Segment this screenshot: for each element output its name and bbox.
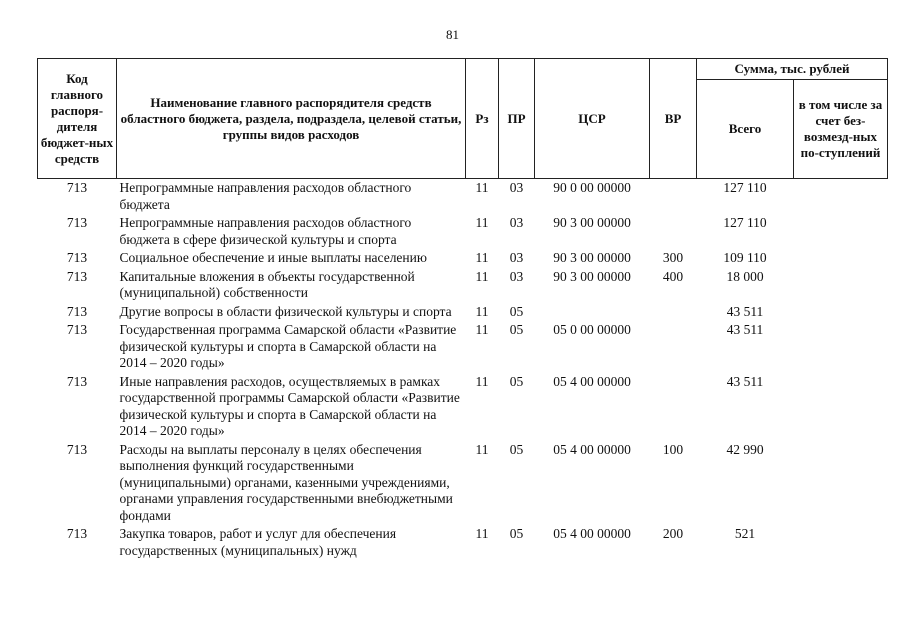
cell-name: Расходы на выплаты персоналу в целях обеспечения выполнения функций государственными (муниципальными) органами, казенными учреждениями, органами управления государственными внебюджетными фондами bbox=[119, 441, 453, 523]
cell-name: Социальное обеспечение и иные выплаты населению bbox=[119, 250, 427, 265]
cell-code: 713 bbox=[66, 268, 88, 284]
table-row bbox=[38, 321, 888, 373]
cell-incl bbox=[794, 179, 888, 215]
cell-code: 713 bbox=[66, 322, 88, 337]
cell-pr: 05 bbox=[509, 322, 524, 337]
header-code: Код главного распоря-дителя бюджет-ных средств bbox=[38, 59, 117, 179]
table-row bbox=[38, 525, 888, 560]
table-row bbox=[38, 268, 888, 303]
cell-vr: 400 bbox=[662, 268, 684, 284]
cell-code: 713 bbox=[66, 180, 88, 195]
header-vr: ВР bbox=[650, 59, 697, 179]
cell-incl bbox=[794, 214, 888, 249]
table-header bbox=[38, 59, 888, 179]
cell-code: 713 bbox=[66, 303, 88, 319]
header-total: Всего bbox=[697, 80, 794, 179]
cell-incl bbox=[794, 321, 888, 373]
cell-total: 109 110 bbox=[723, 250, 767, 265]
cell-code: 713 bbox=[66, 250, 88, 265]
cell-rz: 11 bbox=[475, 215, 489, 230]
header-sum-group: Сумма, тыс. рублей bbox=[697, 59, 888, 80]
cell-csr: 05 0 00 00000 bbox=[553, 322, 631, 337]
header-csr: ЦСР bbox=[535, 59, 650, 179]
cell-total: 18 000 bbox=[726, 268, 764, 284]
cell-pr: 05 bbox=[509, 303, 524, 319]
header-name: Наименование главного распорядителя средств областного бюджета, раздела, подраздела, целевой статьи, группы видов расходов bbox=[117, 59, 466, 179]
cell-pr: 05 bbox=[509, 373, 524, 389]
cell-name: Иные направления расходов, осуществляемых в рамках государственной программы Самарской области «Развитие физической культуры и спорта в Самарской области на 2014 – 2020 годы» bbox=[119, 373, 460, 438]
cell-total: 43 511 bbox=[726, 322, 764, 337]
cell-incl bbox=[794, 525, 888, 560]
cell-pr: 03 bbox=[509, 215, 524, 230]
cell-rz: 11 bbox=[475, 250, 489, 265]
cell-csr: 90 3 00 00000 bbox=[553, 268, 631, 284]
cell-vr: 200 bbox=[662, 526, 684, 541]
cell-incl bbox=[794, 268, 888, 303]
cell-pr: 03 bbox=[509, 268, 524, 284]
cell-csr: 05 4 00 00000 bbox=[553, 441, 631, 457]
cell-total: 127 110 bbox=[723, 180, 767, 195]
cell-pr: 05 bbox=[509, 526, 524, 541]
cell-incl bbox=[794, 249, 888, 268]
budget-table bbox=[37, 58, 888, 560]
cell-code: 713 bbox=[66, 441, 88, 457]
cell-csr bbox=[535, 303, 650, 322]
cell-pr: 05 bbox=[509, 441, 524, 457]
cell-pr: 03 bbox=[509, 180, 524, 195]
cell-total: 43 511 bbox=[726, 303, 764, 319]
cell-total: 521 bbox=[734, 526, 756, 541]
cell-name: Капитальные вложения в объекты государственной (муниципальной) собственности bbox=[119, 268, 415, 300]
cell-rz: 11 bbox=[475, 268, 489, 284]
page-number: 81 bbox=[446, 27, 459, 42]
table-row bbox=[38, 441, 888, 526]
table-row bbox=[38, 373, 888, 441]
table-body bbox=[38, 179, 888, 561]
cell-vr bbox=[650, 214, 697, 249]
cell-pr: 03 bbox=[509, 250, 524, 265]
cell-vr bbox=[650, 321, 697, 373]
cell-incl bbox=[794, 441, 888, 526]
table-row bbox=[38, 249, 888, 268]
cell-rz: 11 bbox=[475, 373, 489, 389]
header-rz: Рз bbox=[466, 59, 499, 179]
cell-vr bbox=[650, 373, 697, 441]
cell-vr bbox=[650, 303, 697, 322]
header-pr: ПР bbox=[499, 59, 535, 179]
cell-csr: 05 4 00 00000 bbox=[553, 373, 631, 389]
cell-name: Закупка товаров, работ и услуг для обеспечения государственных (муниципальных) нужд bbox=[119, 526, 397, 558]
cell-csr: 90 3 00 00000 bbox=[553, 215, 631, 230]
cell-incl bbox=[794, 373, 888, 441]
cell-total: 127 110 bbox=[723, 215, 767, 230]
cell-rz: 11 bbox=[475, 303, 489, 319]
cell-name: Другие вопросы в области физической культуры и спорта bbox=[119, 303, 452, 319]
cell-total: 42 990 bbox=[726, 441, 764, 457]
cell-code: 713 bbox=[66, 526, 88, 541]
cell-rz: 11 bbox=[475, 180, 489, 195]
cell-name: Непрограммные направления расходов областного бюджета в сфере физической культуры и спорта bbox=[119, 215, 412, 247]
cell-total: 43 511 bbox=[726, 373, 764, 389]
cell-name: Непрограммные направления расходов областного бюджета bbox=[119, 180, 412, 212]
header-incl: в том числе за счет без-возмезд-ных по-ступлений bbox=[794, 80, 888, 179]
cell-rz: 11 bbox=[475, 322, 489, 337]
table-row bbox=[38, 179, 888, 215]
table-row bbox=[38, 214, 888, 249]
cell-incl bbox=[794, 303, 888, 322]
cell-csr: 90 0 00 00000 bbox=[553, 180, 631, 195]
cell-csr: 90 3 00 00000 bbox=[553, 250, 631, 265]
cell-vr: 100 bbox=[662, 441, 684, 457]
cell-csr: 05 4 00 00000 bbox=[553, 526, 631, 541]
cell-vr bbox=[650, 179, 697, 215]
cell-code: 713 bbox=[66, 373, 88, 389]
cell-rz: 11 bbox=[475, 441, 489, 457]
cell-code: 713 bbox=[66, 215, 88, 230]
cell-name: Государственная программа Самарской области «Развитие физической культуры и спорта в Самарской области на 2014 – 2020 годы» bbox=[119, 322, 457, 370]
cell-vr: 300 bbox=[662, 250, 684, 265]
table-row bbox=[38, 303, 888, 322]
cell-rz: 11 bbox=[475, 526, 489, 541]
